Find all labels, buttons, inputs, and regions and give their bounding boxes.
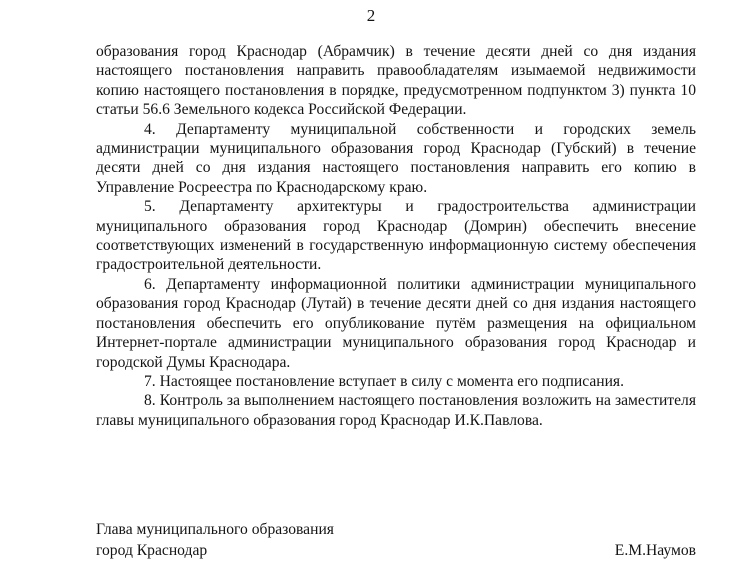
signature-row [96,540,696,561]
paragraph-continuation: образования город Краснодар (Абрамчик) в течение десяти дней со дня издания настоящего постановления направить правообладателям изымаемой недвижимости копию настоящего постановления в порядке, предусмотренном подпунктом 3) пункта 10 статьи 56.6 Земельного кодекса Российской Федерации. [96,43,696,119]
page-number: 2 [366,6,376,25]
signatory-name: Е.М.Наумов [614,542,696,559]
signatory-title-line2: город Краснодар [96,542,208,559]
signatory-title-line1: Глава муниципального образования [96,521,334,538]
paragraph-item-8: 8. Контроль за выполнением настоящего постановления возложить на заместителя главы муниципального образования город Краснодар И.К.Павлова. [96,392,696,429]
paragraph-item-5: 5. Департаменту архитектуры и градостроительства администрации муниципального образования город Краснодар (Домрин) обеспечить внесение соответствующих изменений в государственную информационную систему обеспечения градостроительной деятельности. [96,198,696,274]
signature-block [96,519,696,561]
document-body [96,42,696,430]
paragraph-item-6: 6. Департаменту информационной политики администрации муниципального образования город Краснодар (Лутай) в течение десяти дней со дня издания настоящего постановления обеспечить его опубликование путём размещения на официальном Интернет-портале администрации муниципального образования город Краснодар и городской Думы Краснодара. [96,275,696,371]
paragraph-item-4: 4. Департаменту муниципальной собственности и городских земель администрации муниципального образования город Краснодар (Губский) в течение десяти дней со дня издания настоящего постановления направить его копию в Управление Росреестра по Краснодарскому краю. [96,120,696,196]
paragraph-item-7: 7. Настоящее постановление вступает в силу с момента его подписания. [144,372,625,390]
